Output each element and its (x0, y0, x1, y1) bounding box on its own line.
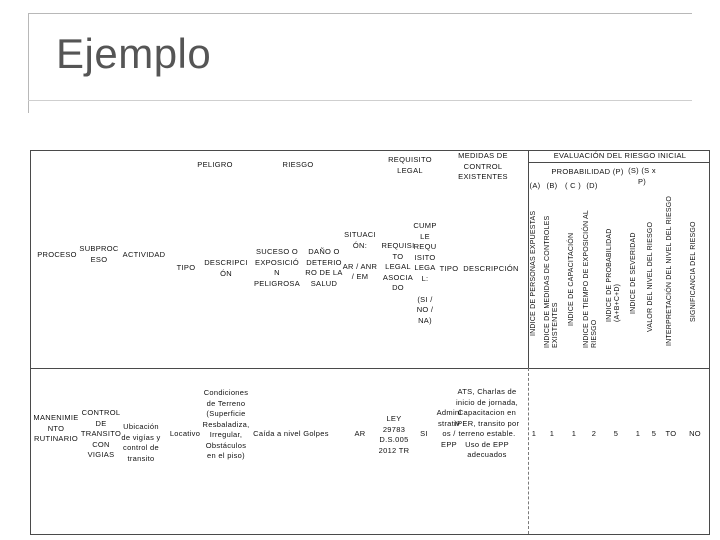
header-descripcion-peligro: DESCRIPCI ÓN (204, 258, 248, 278)
frame-top-line (28, 13, 692, 14)
header-proceso: PROCESO (37, 250, 77, 259)
cell-tipo-medida: Admini strativ os / EPP (436, 408, 462, 449)
cell-indice-b: 1 (549, 429, 555, 438)
header-significancia: SIGNIFICANCIA DEL RIESGO (690, 221, 697, 322)
cell-situacion: AR (354, 429, 366, 438)
slide-title: Ejemplo (56, 30, 212, 77)
risk-matrix-table (30, 150, 710, 535)
header-actividad: ACTIVIDAD (122, 250, 166, 259)
header-dano: DAÑO O DETERIO RO DE LA SALUD (305, 247, 343, 288)
cell-descripcion: Condiciones de Terreno (Superficie Resbaladiza, Irregular, Obstáculos en el piso) (202, 388, 250, 460)
cell-tipo: Locativo (169, 429, 201, 438)
header-interpretacion: INTERPRETACIÓN DEL NIVEL DEL RIESGO (666, 195, 673, 346)
header-body-divider (30, 368, 710, 369)
title-divider (28, 100, 692, 101)
cell-requisito: LEY 29783 D.S.005 2012 TR (378, 414, 410, 455)
header-b-label: (B) (546, 181, 558, 190)
cell-cumple: SI (420, 429, 428, 438)
header-indice-severidad: INDICE DE SEVERIDAD (630, 232, 637, 314)
frame-left-line (28, 13, 29, 113)
cell-actividad: Ubicación de vigías y control de transito (121, 422, 161, 463)
cell-dano: Golpes (303, 429, 329, 438)
header-descripcion-medida: DESCRIPCIÓN (463, 264, 519, 273)
header-requisito: REQUISI TO LEGAL ASOCIA DO (381, 241, 415, 292)
header-situacion: SITUACI ÓN: AR / ANR / EM (342, 230, 378, 281)
header-suceso: SUCESO O EXPOSICIÓ N PELIGROSA (253, 247, 301, 288)
table-border-bottom (30, 534, 710, 535)
table-border-left (30, 150, 31, 535)
header-tipo-medida: TIPO (439, 264, 459, 273)
header-d-label: (D) (586, 181, 598, 190)
header-indice-medidas: INDICE DE MEDIDAS DE CONTROLES EXISTENTES (544, 215, 559, 348)
cell-indice-probabilidad: 5 (613, 429, 619, 438)
header-requisito-legal: REQUISITO LEGAL (388, 155, 432, 175)
cell-proceso: MANENIMIE NTO RUTINARIO (33, 413, 79, 443)
cell-significancia: NO (689, 429, 701, 438)
eval-dashed-divider (528, 368, 529, 534)
header-cumple: CUMP LE REQU ISITO LEGA L: (SI / NO / NA) (413, 221, 437, 325)
cell-indice-d: 2 (591, 429, 597, 438)
risk-matrix-sheet (30, 150, 710, 535)
table-border-right (709, 150, 710, 535)
cell-indice-a: 1 (531, 429, 537, 438)
cell-indice-severidad: 1 (635, 429, 641, 438)
header-evaluacion: EVALUACIÓN DEL RIESGO INICIAL (553, 151, 687, 160)
slide-frame (0, 0, 720, 32)
eval-subheader-line (528, 162, 710, 163)
header-subproceso: SUBPROC ESO (79, 244, 119, 264)
header-tipo: TIPO (176, 263, 196, 272)
header-indice-capacitacion: INDICE DE CAPACITACIÓN (568, 232, 575, 326)
cell-descripcion-medida: ATS, Charlas de inicio de jornada, Capacitacion en IPER, transito por terreno estable. Uso de EPP adecuados (454, 387, 520, 459)
cell-indice-c: 1 (571, 429, 577, 438)
cell-subproceso: CONTROL DE TRANSITO CON VIGIAS (80, 408, 122, 459)
header-medidas-control: MEDIDAS DE CONTROL EXISTENTES (458, 151, 508, 181)
header-indice-personas: INDICE DE PERSONAS EXPUESTAS (530, 210, 537, 336)
header-c-label: ( C ) (564, 181, 582, 190)
header-indice-tiempo: INDICE DE TIEMPO DE EXPOSICIÓN AL RIESGO (583, 210, 598, 348)
header-probabilidad: PROBABILIDAD (P) (551, 167, 624, 176)
header-a-label: (A) (529, 181, 541, 190)
cell-suceso: Caída a nivel (253, 429, 301, 438)
header-s-x-p: (S) (S x P) (628, 166, 656, 186)
cell-valor-nivel: 5 (651, 429, 657, 438)
header-indice-probabilidad: INDICE DE PROBABILIDAD (A+B+C+D) (606, 228, 621, 322)
header-peligro: PELIGRO (197, 160, 233, 169)
header-riesgo: RIESGO (282, 160, 314, 169)
cell-interpretacion: TO (665, 429, 677, 438)
header-valor-nivel: VALOR DEL NIVEL DEL RIESGO (647, 221, 654, 332)
